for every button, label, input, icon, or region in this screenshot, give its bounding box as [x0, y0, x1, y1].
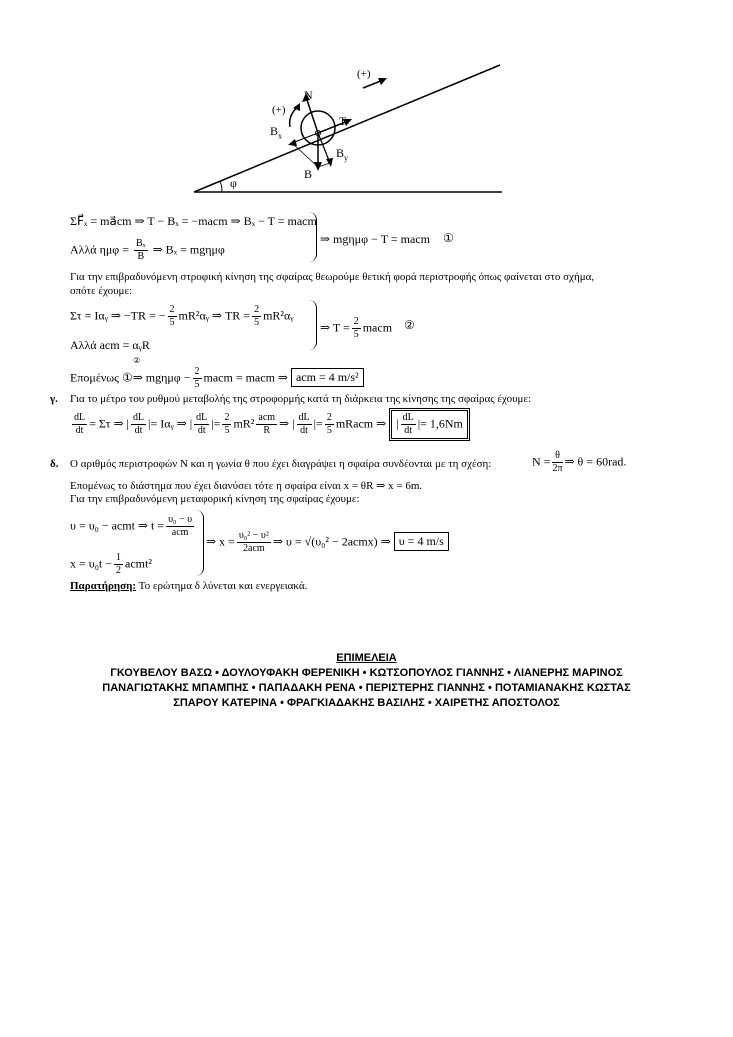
rotation-direction-arrow	[290, 107, 298, 127]
answer-velocity: υ = 4 m/s	[394, 532, 449, 551]
block3-marker-over: ②	[133, 356, 141, 365]
credits-line3: ΣΠΑΡΟΥ ΚΑΤΕΡΙΝΑ • ΦΡΑΓΚΙΑΔΑΚΗΣ ΒΑΣΙΛΗΣ • ΧΑΙΡΕΤΗΣ ΑΠΟΣΤΟΛΟΣ	[173, 697, 560, 709]
block2-eq1: Στ = Iαᵧ ⇒ −TR = − $\frac{2}{5}$ mR²αᵧ ⇒ TR = $\frac{2}{5}$ mR²αᵧ	[70, 304, 294, 328]
incline-line	[194, 65, 500, 192]
partD-N-eq: N = $\frac{\theta}{2\pi}$ ⇒ θ = 60rad.	[532, 450, 627, 474]
answer-acm: acm = 4 m/s²	[291, 368, 364, 387]
partD-text: Ο αριθμός περιστροφών Ν και η γωνία θ που έχει διαγράψει η σφαίρα συνδέονται με τη σχέση:	[70, 458, 492, 470]
block1-eq2: Αλλά ημφ = $\frac{\text{Bₓ}}{B}$ ⇒ Bₓ = mgημφ	[70, 238, 225, 262]
text1b: οπότε έχουμε:	[70, 285, 133, 297]
angle-label: φ	[230, 176, 237, 190]
label-B: B	[304, 167, 313, 181]
partD-result: ⇒ x = $\frac{\text{υ₀² − υ²}}{\text{2acm}}$ ⇒ υ = √(υ₀² − 2acmx) ⇒ υ = 4 m/s	[206, 530, 449, 555]
label-Bx: $B_x$	[270, 124, 283, 141]
block2-brace	[308, 300, 317, 350]
text1: Για την επιβραδυνόμενη στροφική κίνηση της σφαίρας θεωρούμε θετική φορά περιστροφής όπως φαίνεται στο σχήμα,	[70, 271, 595, 283]
credits-heading: ΕΠΙΜΕΛΕΙΑ	[336, 652, 397, 664]
block2-eq2: Αλλά acm = αᵧR	[70, 338, 150, 352]
translation-plus-label: (+)	[357, 68, 371, 80]
credits-line2: ΠΑΝΑΓΙΩΤΑΚΗΣ ΜΠΑΜΠΗΣ • ΠΑΠΑΔΑΚΗ ΡΕΝΑ • ΠΕΡΙΣΤΕΡΗΣ ΓΙΑΝΝΗΣ • ΠΟΤΑΜΙΑΝΑΚΗΣ ΚΩΣΤΑΣ	[102, 682, 631, 694]
partD-eq2: x = υ₀t − $\frac{1}{2}$ acmt²	[70, 552, 152, 576]
angle-arc	[220, 181, 222, 192]
partD-text3: Για την επιβραδυνόμενη μεταφορική κίνηση της σφαίρας έχουμε:	[70, 493, 360, 505]
partC-text: Για το μέτρο του ρυθμού μεταβολής της στροφορμής κατά τη διάρκεια της κίνησης της σφαίρας έχουμε:	[70, 393, 532, 405]
credits	[0, 651, 733, 711]
partD-label: δ.	[50, 458, 59, 470]
block2-result: ⇒ T = $\frac{2}{5}$ macm	[320, 316, 393, 340]
label-N: N	[304, 88, 313, 102]
block3-eq: Επομένως ①⇒ mgημφ − $\frac{2}{5}$ macm = macm ⇒ acm = 4 m/s²	[70, 366, 364, 391]
partC-label: γ.	[50, 393, 58, 405]
partD-brace	[195, 510, 204, 576]
credits-line1: ΓΚΟΥΒΕΛΟΥ ΒΑΣΩ • ΔΟΥΛΟΥΦΑΚΗ ΦΕΡΕΝΙΚΗ • ΚΩΤΣΟΠΟΥΛΟΣ ΓΙΑΝΝΗΣ • ΛΙΑΝΕΡΗΣ ΜΑΡΙΝΟΣ	[110, 667, 623, 679]
block1-eq1: ΣF⃗ₓ = ma⃗cm ⇒ T − Bₓ = −macm ⇒ Bₓ − T = macm	[70, 214, 317, 228]
label-By: $B_y$	[336, 146, 349, 163]
block1-brace	[308, 212, 317, 262]
block1-result: ⇒ mgημφ − T = macm	[320, 232, 430, 246]
block2-marker: ②	[404, 318, 415, 332]
rotation-plus-label: (+)	[272, 104, 286, 116]
answer-dLdt: | $\frac{dL}{dt}$ |= 1,6Nm	[389, 408, 470, 441]
partD-eq1: υ = υ₀ − acmt ⇒ t = $\frac{\text{υ₀ − υ}}{\text{acm}}$	[70, 514, 193, 538]
note: Παρατήρηση: Το ερώτημα δ λύνεται και ενεργειακά.	[70, 580, 308, 592]
label-T: T	[339, 114, 347, 128]
partD-text2: Επομένως το διάστημα που έχει διανύσει τότε η σφαίρα είναι x = θR ⇒ x = 6m.	[70, 480, 423, 492]
block1-marker: ①	[443, 231, 454, 245]
partC-eq: $\frac{dL}{dt}$ = Στ ⇒ | $\frac{dL}{dt}$ |= Iαᵧ ⇒ | $\frac{dL}{dt}$ |= $\frac{2}{5}$ mR² $\frac{\text{acm}}{R}$ ⇒ | $\frac{dL}{dt}$ |= $\frac{2}{5}$ mRacm ⇒ | $\frac{dL}{dt}$ |= 1,6Nm	[70, 408, 470, 441]
